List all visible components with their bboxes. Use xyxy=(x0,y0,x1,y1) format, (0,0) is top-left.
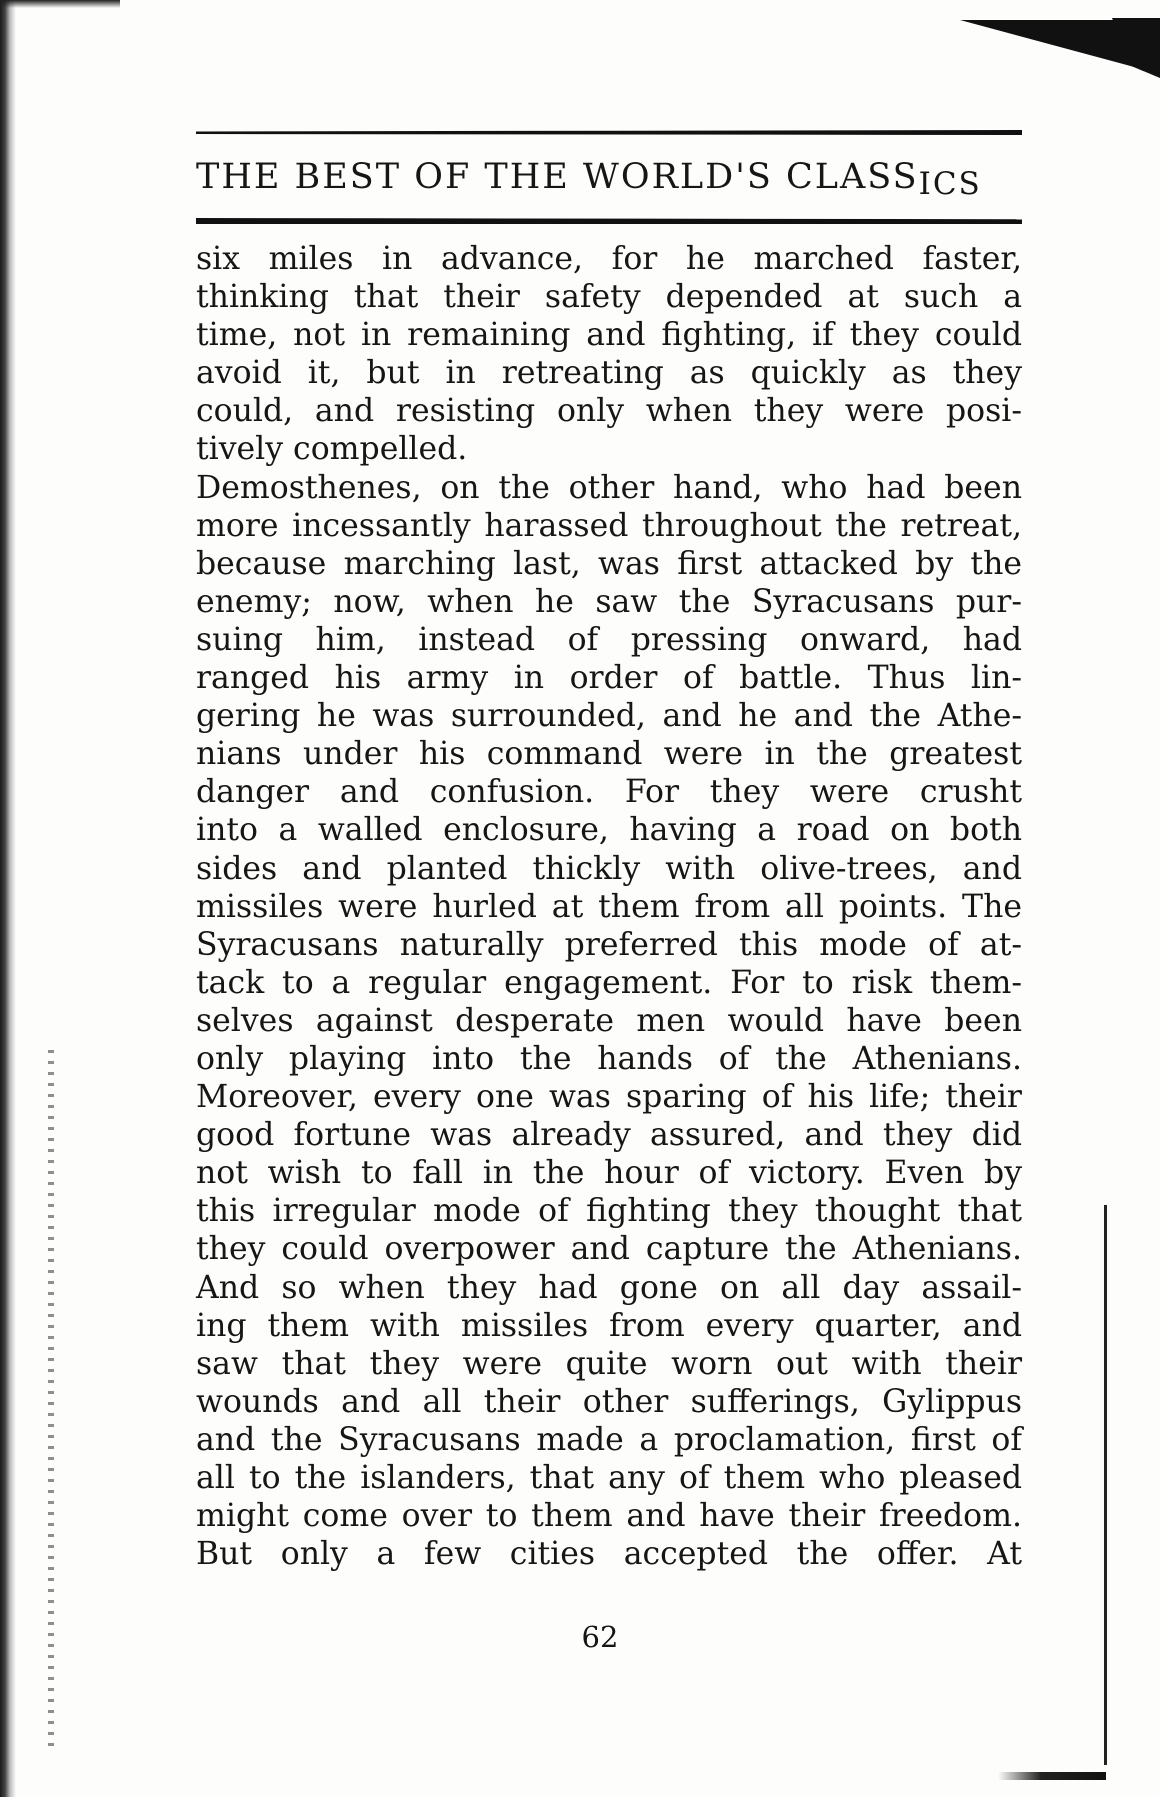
text-line: they could overpower and capture the Athenians. xyxy=(196,1231,1022,1268)
text-line: this irregular mode of fighting they thought that xyxy=(196,1193,1022,1230)
text-line: Syracusans naturally preferred this mode of at- xyxy=(196,926,1022,963)
text-line: good fortune was already assured, and they did xyxy=(196,1117,1022,1154)
scan-top-edge xyxy=(0,0,120,8)
text-line: into a walled enclosure, having a road on both xyxy=(196,812,1022,849)
text-line: avoid it, but in retreating as quickly as they xyxy=(196,355,1022,392)
text-line: could, and resisting only when they were posi- xyxy=(196,393,1022,430)
text-line: not wish to fall in the hour of victory. Even by xyxy=(196,1155,1022,1192)
text-line: And so when they had gone on all day assail- xyxy=(196,1269,1022,1306)
text-line: enemy; now, when he saw the Syracusans pur- xyxy=(196,583,1022,620)
scan-gutter-marks xyxy=(48,1050,54,1750)
text-line: tively compelled. xyxy=(196,431,468,468)
body-text xyxy=(196,240,1022,1573)
text-line: selves against desperate men would have been xyxy=(196,1002,1022,1039)
text-line: saw that they were quite worn out with their xyxy=(196,1345,1022,1382)
text-line: danger and confusion. For they were crusht xyxy=(196,774,1022,811)
text-line: ing them with missiles from every quarter, and xyxy=(196,1307,1022,1344)
text-line: might come over to them and have their freedom. xyxy=(196,1498,1022,1535)
text-line: more incessantly harassed throughout the retreat, xyxy=(196,507,1022,544)
text-line: and the Syracusans made a proclamation, first of xyxy=(196,1421,1022,1458)
text-line: time, not in remaining and fighting, if they could xyxy=(196,317,1022,354)
scan-bottom-edge-mark xyxy=(998,1772,1106,1780)
text-line: Demosthenes, on the other hand, who had been xyxy=(196,469,1022,506)
text-line: nians under his command were in the greatest xyxy=(196,736,1022,773)
text-line: all to the islanders, that any of them who pleased xyxy=(196,1460,1022,1496)
text-line: tack to a regular engagement. For to risk them- xyxy=(196,964,1022,1001)
running-head-title: THE BEST OF THE WORLD'S CLASS xyxy=(196,157,919,197)
page-number: 62 xyxy=(581,1620,619,1654)
text-line: only playing into the hands of the Athenians. xyxy=(196,1040,1022,1077)
text-line: ranged his army in order of battle. Thus lin- xyxy=(196,660,1022,697)
header-rule-top xyxy=(196,130,1022,135)
text-line: six miles in advance, for he marched faster, xyxy=(196,241,1022,277)
text-line: suing him, instead of pressing onward, had xyxy=(196,621,1022,658)
text-line: missiles were hurled at them from all points. The xyxy=(196,888,1022,925)
text-line: gering he was surrounded, and he and the Athe- xyxy=(196,698,1022,735)
running-head-title-tail: ICS xyxy=(918,166,982,202)
text-line: sides and planted thickly with olive-trees, and xyxy=(196,850,1022,887)
text-line: But only a few cities accepted the offer. At xyxy=(196,1536,1022,1573)
text-line: wounds and all their other sufferings, Gylippus xyxy=(196,1383,1022,1420)
text-line: because marching last, was first attacked by the xyxy=(196,545,1022,582)
running-head xyxy=(196,157,1096,202)
text-line: Moreover, every one was sparing of his life; their xyxy=(196,1079,1022,1116)
text-line: thinking that their safety depended at such a xyxy=(196,279,1022,316)
header-rule-bottom xyxy=(196,218,1022,224)
scan-left-edge xyxy=(0,0,16,1797)
scan-right-edge-line xyxy=(1104,1205,1107,1765)
